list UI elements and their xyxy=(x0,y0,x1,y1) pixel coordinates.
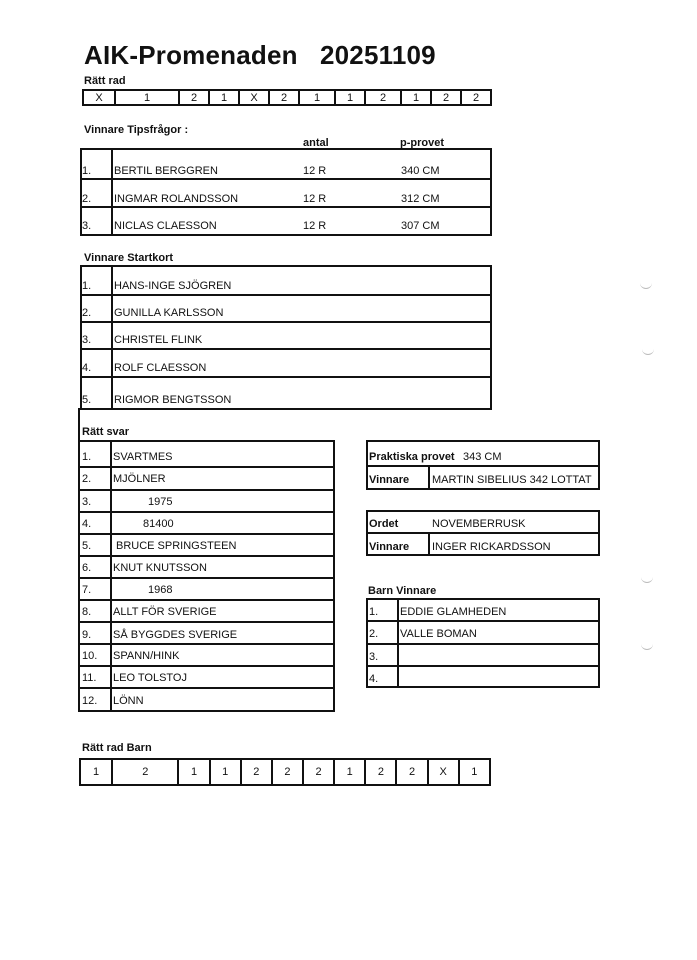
ratt-rad-cell: 1 xyxy=(335,90,365,105)
praktiska-winner-label: Vinnare xyxy=(369,474,410,486)
ratt-rad-barn-cell: 1 xyxy=(210,759,241,785)
ratt-rad-row xyxy=(82,89,492,106)
ordet-value: NOVEMBERRUSK xyxy=(432,518,526,530)
tipsfragor-row-number: 3. xyxy=(82,220,92,232)
startkort-row-name: GUNILLA KARLSSON xyxy=(114,307,224,319)
tipsfragor-row-antal: 12 R xyxy=(303,193,327,205)
ratt-svar-number: 7. xyxy=(82,584,92,596)
ratt-rad-barn-cell: 1 xyxy=(459,759,490,785)
ratt-svar-answer: LEO TOLSTOJ xyxy=(113,672,187,684)
ratt-rad-cell: 2 xyxy=(461,90,491,105)
ratt-rad-barn-cell: 2 xyxy=(365,759,396,785)
scan-mark xyxy=(641,643,653,650)
ratt-svar-number: 4. xyxy=(82,518,92,530)
barn-vinnare-name: EDDIE GLAMHEDEN xyxy=(400,606,507,618)
ratt-rad-cell: 1 xyxy=(299,90,335,105)
praktiska-label: Praktiska provet xyxy=(369,451,455,463)
tipsfragor-row-number: 1. xyxy=(82,165,92,177)
ratt-svar-number: 5. xyxy=(82,540,92,552)
startkort-row-number: 1. xyxy=(82,280,92,292)
startkort-row-number: 2. xyxy=(82,307,92,319)
ratt-rad-label: Rätt rad xyxy=(84,75,126,87)
ratt-rad-cell: 2 xyxy=(431,90,461,105)
ratt-svar-answer: MJÖLNER xyxy=(113,473,166,485)
ratt-svar-number: 3. xyxy=(82,496,92,508)
startkort-row-number: 4. xyxy=(82,362,92,374)
praktiska-value: 343 CM xyxy=(463,451,502,463)
ratt-rad-barn-cell: 1 xyxy=(80,759,112,785)
ratt-rad-barn-cell: 1 xyxy=(178,759,209,785)
ratt-rad-barn-cell: 2 xyxy=(272,759,303,785)
ratt-svar-answer: 81400 xyxy=(143,518,174,530)
praktiska-winner: MARTIN SIBELIUS 342 LOTTAT xyxy=(432,474,592,486)
startkort-row-name: ROLF CLAESSON xyxy=(114,362,207,374)
startkort-row-name: HANS-INGE SJÖGREN xyxy=(114,280,232,292)
startkort-row-name: CHRISTEL FLINK xyxy=(114,334,203,346)
ratt-svar-number: 11. xyxy=(82,672,97,684)
tipsfragor-row-antal: 12 R xyxy=(303,165,327,177)
ratt-rad-barn-cell: 2 xyxy=(303,759,334,785)
ratt-rad-barn-cell: 2 xyxy=(241,759,272,785)
startkort-label: Vinnare Startkort xyxy=(84,252,174,264)
ratt-svar-answer: SPANN/HINK xyxy=(113,650,180,662)
ratt-svar-answer: KNUT KNUTSSON xyxy=(113,562,207,574)
ratt-rad-cell: X xyxy=(83,90,115,105)
ratt-svar-number: 1. xyxy=(82,451,92,463)
barn-vinnare-number: 4. xyxy=(369,673,379,685)
ratt-svar-number: 6. xyxy=(82,562,92,574)
barn-vinnare-number: 1. xyxy=(369,606,379,618)
barn-vinnare-number: 3. xyxy=(369,651,379,663)
ratt-svar-number: 2. xyxy=(82,473,92,485)
ratt-rad-barn-label: Rätt rad Barn xyxy=(82,742,152,754)
tipsfragor-row-name: INGMAR ROLANDSSON xyxy=(114,193,239,205)
scan-mark xyxy=(642,348,654,355)
tipsfragor-row-pprovet: 312 CM xyxy=(401,193,440,205)
tipsfragor-row-number: 2. xyxy=(82,193,92,205)
ratt-rad-cell: 1 xyxy=(209,90,239,105)
tipsfragor-row-pprovet: 340 CM xyxy=(401,165,440,177)
ratt-rad-barn-cell: 2 xyxy=(112,759,178,785)
barn-vinnare-label: Barn Vinnare xyxy=(368,585,437,597)
ordet-winner: INGER RICKARDSSON xyxy=(432,541,551,553)
tipsfragor-label: Vinnare Tipsfrågor : xyxy=(84,124,189,136)
ordet-label: Ordet xyxy=(369,518,399,530)
ratt-svar-number: 9. xyxy=(82,629,92,641)
scan-mark xyxy=(640,282,652,289)
tipsfragor-row-antal: 12 R xyxy=(303,220,327,232)
ratt-svar-number: 10. xyxy=(82,650,98,662)
ratt-svar-answer: SVARTMES xyxy=(113,451,173,463)
ratt-svar-number: 8. xyxy=(82,606,92,618)
ratt-rad-cell: 1 xyxy=(401,90,431,105)
ratt-rad-cell: 1 xyxy=(115,90,179,105)
barn-vinnare-name: VALLE BOMAN xyxy=(400,628,477,640)
ratt-rad-barn-cell: 2 xyxy=(396,759,427,785)
barn-vinnare-number: 2. xyxy=(369,628,379,640)
ratt-rad-barn-cell: X xyxy=(428,759,459,785)
startkort-row-number: 5. xyxy=(82,394,92,406)
page-title: AIK-Promenaden 20251109 xyxy=(84,40,436,70)
startkort-row-number: 3. xyxy=(82,334,92,346)
ratt-svar-answer: 1975 xyxy=(148,496,173,508)
ratt-svar-answer: SÅ BYGGDES SVERIGE xyxy=(113,629,238,641)
scan-mark xyxy=(641,576,653,583)
ratt-svar-answer: 1968 xyxy=(148,584,173,596)
ratt-rad-cell: 2 xyxy=(365,90,401,105)
ratt-svar-label: Rätt svar xyxy=(82,426,130,438)
startkort-row-name: RIGMOR BENGTSSON xyxy=(114,394,232,406)
ratt-rad-cell: X xyxy=(239,90,269,105)
ratt-svar-answer: LÖNN xyxy=(113,695,144,707)
pprovet-header: p-provet xyxy=(400,137,444,149)
ratt-rad-cell: 2 xyxy=(269,90,299,105)
tipsfragor-row-name: BERTIL BERGGREN xyxy=(114,165,218,177)
ratt-svar-number: 12. xyxy=(82,695,98,707)
tipsfragor-row-name: NICLAS CLAESSON xyxy=(114,220,217,232)
ratt-rad-cell: 2 xyxy=(179,90,209,105)
ratt-rad-barn-row xyxy=(79,758,491,786)
antal-header: antal xyxy=(303,137,329,149)
ratt-rad-barn-cell: 1 xyxy=(334,759,365,785)
tipsfragor-row-pprovet: 307 CM xyxy=(401,220,440,232)
ordet-winner-label: Vinnare xyxy=(369,541,410,553)
ratt-svar-answer: BRUCE SPRINGSTEEN xyxy=(116,540,237,552)
ratt-svar-answer: ALLT FÖR SVERIGE xyxy=(113,606,217,618)
